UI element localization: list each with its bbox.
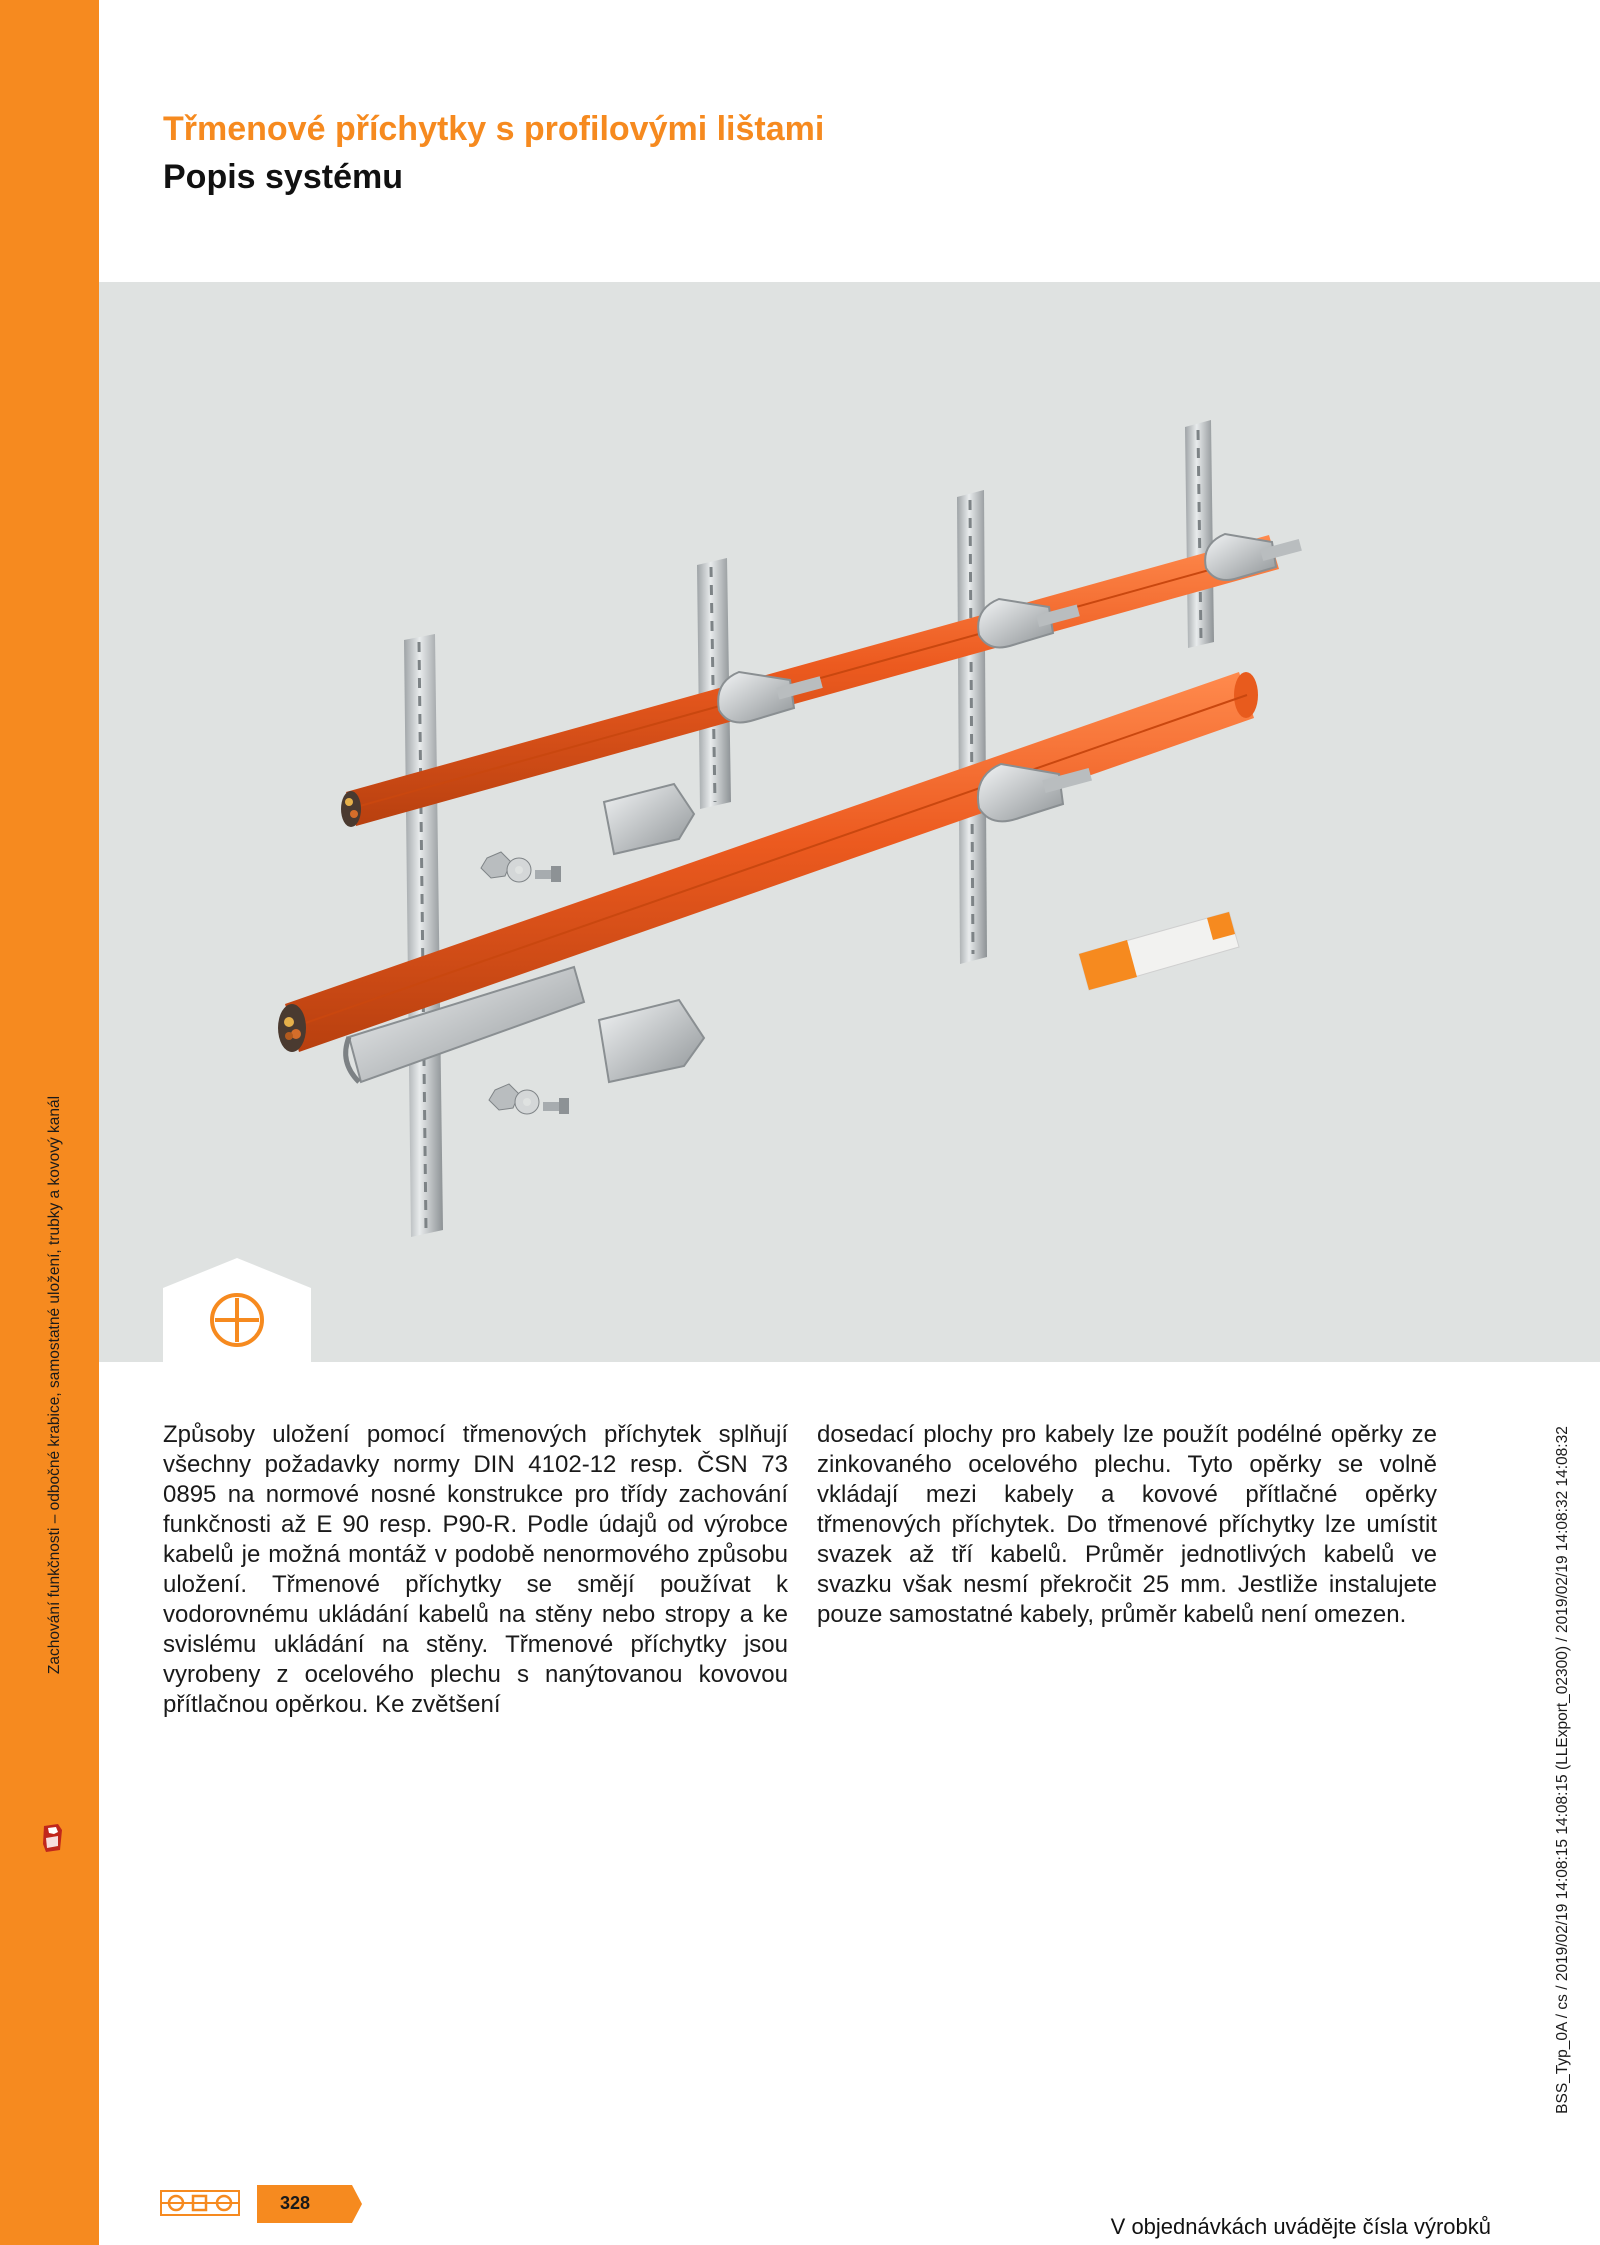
cable-clamp-system-drawing — [99, 282, 1600, 1362]
clamp-upper-3 — [1205, 534, 1302, 580]
profile-rail-4 — [1185, 420, 1214, 648]
description-paragraph-left: Způsoby uložení pomocí třmenových příchytek splňují všechny požadavky normy DIN 4102-12 resp. ČSN 73 0895 na normové nosné konstrukce pro třídy zachování funkčnosti až E 90 resp. P90-R. Podle údajů od výrobce kabelů je možná montáž v podobě nenormového způsobu uložení. Třmenové příchytky se smějí používat k vodorovnému ukládání kabelů na stěny nebo stropy a ke svislému ukládání na stěny. Třmenové příchytky jsou vyrobeny z ocelového plechu s nanýtovanou kovovou přítlačnou opěrkou. Ke zvětšení — [163, 1421, 788, 1718]
identification-label — [1079, 912, 1239, 990]
description-paragraph-right: dosedací plochy pro kabely lze použít podélné opěrky ze zinkovaného ocelového plechu. Tyto opěrky se volně vkládají mezi kabely a kovové přítlačné opěrky třmenových příchytek. Do třmenové příchytky lze umístit svazek až tří kabelů. Průměr jednotlivých kabelů ve svazku však nesmí překročit 25 mm. Jestliže instalujete pouze samostatné kabely, průměr kabelů není omezen. — [817, 1421, 1437, 1628]
description-column-left — [163, 1420, 788, 1720]
page-subtitle: Popis systému — [163, 158, 403, 196]
product-illustration — [99, 282, 1600, 1362]
chapter-vertical-label: Zachování funkčnosti – odbočné krabice, samostatné uložení, trubky a kovový kanál — [46, 1095, 63, 1675]
clamp-lower-1 — [978, 764, 1092, 821]
footer-note: V objednávkách uvádějte čísla výrobků — [1110, 2214, 1491, 2239]
profile-rail-3 — [957, 490, 987, 964]
loose-clamp-1 — [604, 784, 694, 854]
export-metadata: BSS_Typ_0A / cs / 2019/02/19 14:08:15 14:08:15 (LLExport_02300) / 2019/02/19 14:08:32 14:08:32 — [1554, 1426, 1571, 2114]
description-column-right — [817, 1420, 1437, 1630]
hardware-set-2 — [489, 1084, 569, 1114]
plus-tab — [163, 1258, 311, 1362]
hardware-set-1 — [481, 852, 561, 882]
page-number: 328 — [280, 2193, 311, 2213]
profile-rail-1 — [404, 634, 443, 1237]
chapter-icon — [40, 1820, 66, 1856]
loose-clamp-2 — [599, 1000, 704, 1082]
page-title: Třmenové příchytky s profilovými lištami — [163, 110, 825, 148]
plus-circle-icon — [212, 1295, 262, 1345]
obo-logo — [160, 2190, 240, 2216]
